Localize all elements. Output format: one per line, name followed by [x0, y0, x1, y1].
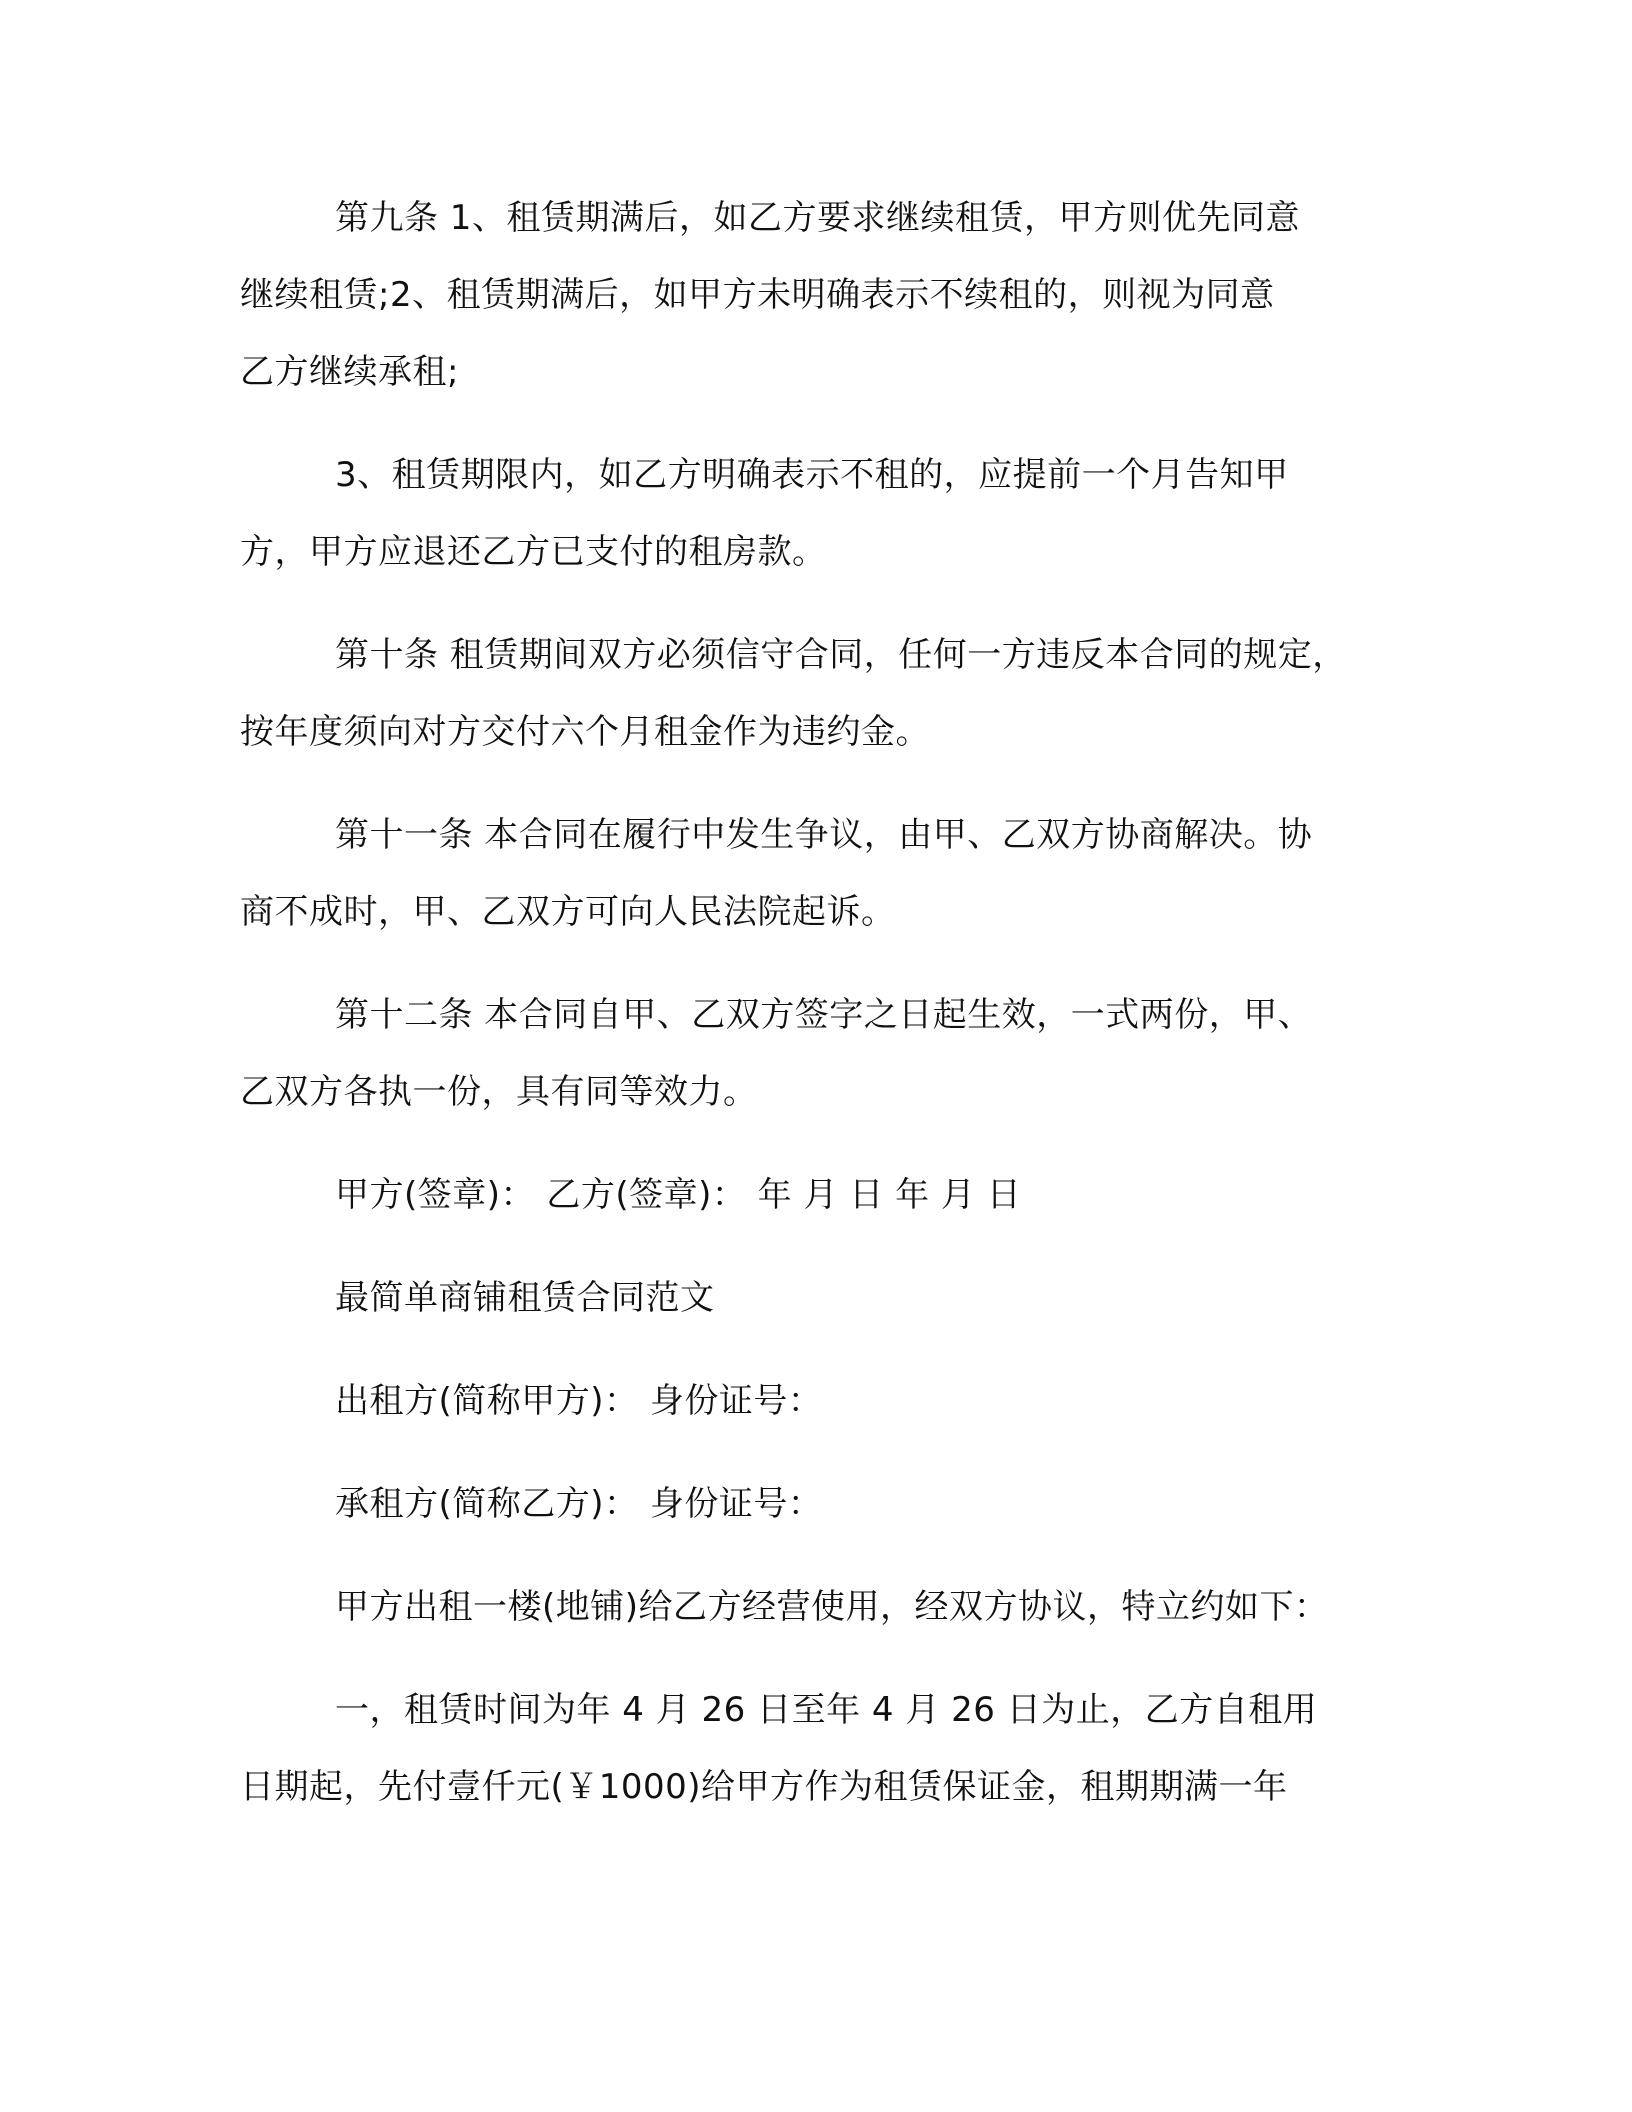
- signature-line: 甲方(签章)： 乙方(签章)： 年 月 日 年 月 日: [335, 1175, 1022, 1215]
- agreement-intro-line: 甲方出租一楼(地铺)给乙方经营使用，经双方协议，特立约如下：: [335, 1587, 1329, 1627]
- article-9-item-3-line-2: 方，甲方应退还乙方已支付的租房款。: [240, 532, 827, 572]
- article-9-line-3: 乙方继续承租;: [240, 352, 459, 392]
- article-9-line-1: 第九条 1、租赁期满后，如乙方要求继续租赁，甲方则优先同意: [335, 198, 1300, 238]
- article-9-item-3-line-1: 3、租赁期限内，如乙方明确表示不租的，应提前一个月告知甲: [335, 455, 1289, 495]
- article-10-line-1: 第十条 租赁期间双方必须信守合同，任何一方违反本合同的规定，: [335, 635, 1347, 675]
- lessor-line: 出租方(简称甲方)： 身份证号：: [335, 1381, 823, 1421]
- article-12-line-2: 乙双方各执一份，具有同等效力。: [240, 1072, 758, 1112]
- article-9-line-2: 继续租赁;2、租赁期满后，如甲方未明确表示不续租的，则视为同意: [240, 275, 1275, 315]
- article-11-line-1: 第十一条 本合同在履行中发生争议，由甲、乙双方协商解决。协: [335, 815, 1313, 855]
- article-10-line-2: 按年度须向对方交付六个月租金作为违约金。: [240, 712, 930, 752]
- term-line-2: 日期起，先付壹仟元(￥1000)给甲方作为租赁保证金，租期期满一年: [240, 1767, 1288, 1807]
- article-11-line-2: 商不成时，甲、乙双方可向人民法院起诉。: [240, 892, 896, 932]
- document-heading: 最简单商铺租赁合同范文: [335, 1278, 715, 1318]
- article-12-line-1: 第十二条 本合同自甲、乙双方签字之日起生效，一式两份，甲、: [335, 995, 1313, 1035]
- term-line-1: 一，租赁时间为年 4 月 26 日至年 4 月 26 日为止，乙方自租用: [335, 1690, 1318, 1730]
- lessee-line: 承租方(简称乙方)： 身份证号：: [335, 1484, 823, 1524]
